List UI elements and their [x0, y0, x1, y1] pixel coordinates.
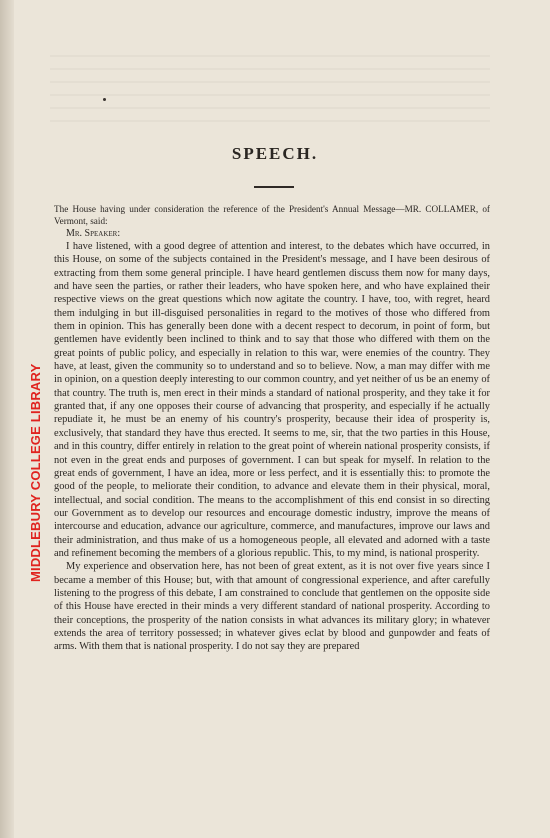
page-gutter	[0, 0, 14, 838]
title-rule	[254, 186, 294, 188]
salutation: Mr. Speaker:	[66, 228, 121, 239]
page-title: SPEECH.	[231, 144, 319, 163]
ink-spot	[103, 98, 106, 101]
library-stamp: MIDDLEBURY COLLEGE LIBRARY	[28, 363, 43, 582]
paragraph: I have listened, with a good degree of attention and interest, to the debates which have occurred, in this House, on some of the subjects contained in the President's message, and I have been desirous of extracting from them some general principle. I have heard gentlemen discuss them now for many days, and have seen the parties, or rather their leaders, who have spoken here, and who have explained their respective views on the great questions which now agitate the country. I have, too, with regret, heard them indulging in but ill-disguised personalities in regard to the motives of those who differed from them in opinion. This has generally been done with a decent respect to decorum, in point of form, but gentlemen have evidently been inclined to think and to say that those who differed with them on the great points of public policy, and especially in relation to this war, were enemies of the country. They have, at least, given the community so to understand and so to believe. Now, a man may differ with me in opinion, on a question deeply interesting to our common country, and yet neither of us be an enemy of that country. The truth is, men erect in their minds a standard of national prosperity, and they take it for granted that, if any one opposes their course of advancing that prosperity, and especially if he actually repudiate it, he must be an enemy of his country's prosperity, because their idea of prosperity is, exclusively, that standard they have thus erected. It seems to me, sir, that the two parties in this House, and in this country, differ entirely in relation to the great point of wherein national prosperity consists, if not even in the great ends and purposes of government. I can but speak for myself. In relation to the great ends of government, I have an idea, more or less perfect, and it is essentially this: to promote the good of the people, to meliorate their condition, to advance and elevate them in their physical, moral, intellectual, and social condition. The means to the accomplishment of this end consist in so directing our Government as to develop our resources and encourage domestic industry, improve the means of intercourse and education, advance our agriculture, commerce, and manufactures, improve our laws and their administration, and thus make of us a homogeneous people, all elevated and adorned with a taste and refinement becoming the members of a glorious republic. This, to my mind, is national prosperity.	[54, 241, 490, 559]
intro-line: The House having under consideration the reference of the President's Annual Message—MR. COLLAMER, of Vermont, said:	[54, 204, 490, 226]
paragraph: My experience and observation here, has not been of great extent, as it is not over five years since I became a member of this House; but, with that amount of congressional experience, and after carefully listening to the progress of this debate, I am constrained to conclude that gentlemen on the opposite side of this House have erected in their minds a very different standard of national prosperity. According to their conceptions, the prosperity of the nation consists in what advances its military glory; in whatever extends the area of territory possessed; in whatever gives eclat by blood and gunpowder and feats of arms. With them that is national prosperity. I do not say they are prepared	[54, 561, 490, 653]
bleed-through-text	[50, 55, 490, 125]
speech-body	[54, 203, 490, 654]
